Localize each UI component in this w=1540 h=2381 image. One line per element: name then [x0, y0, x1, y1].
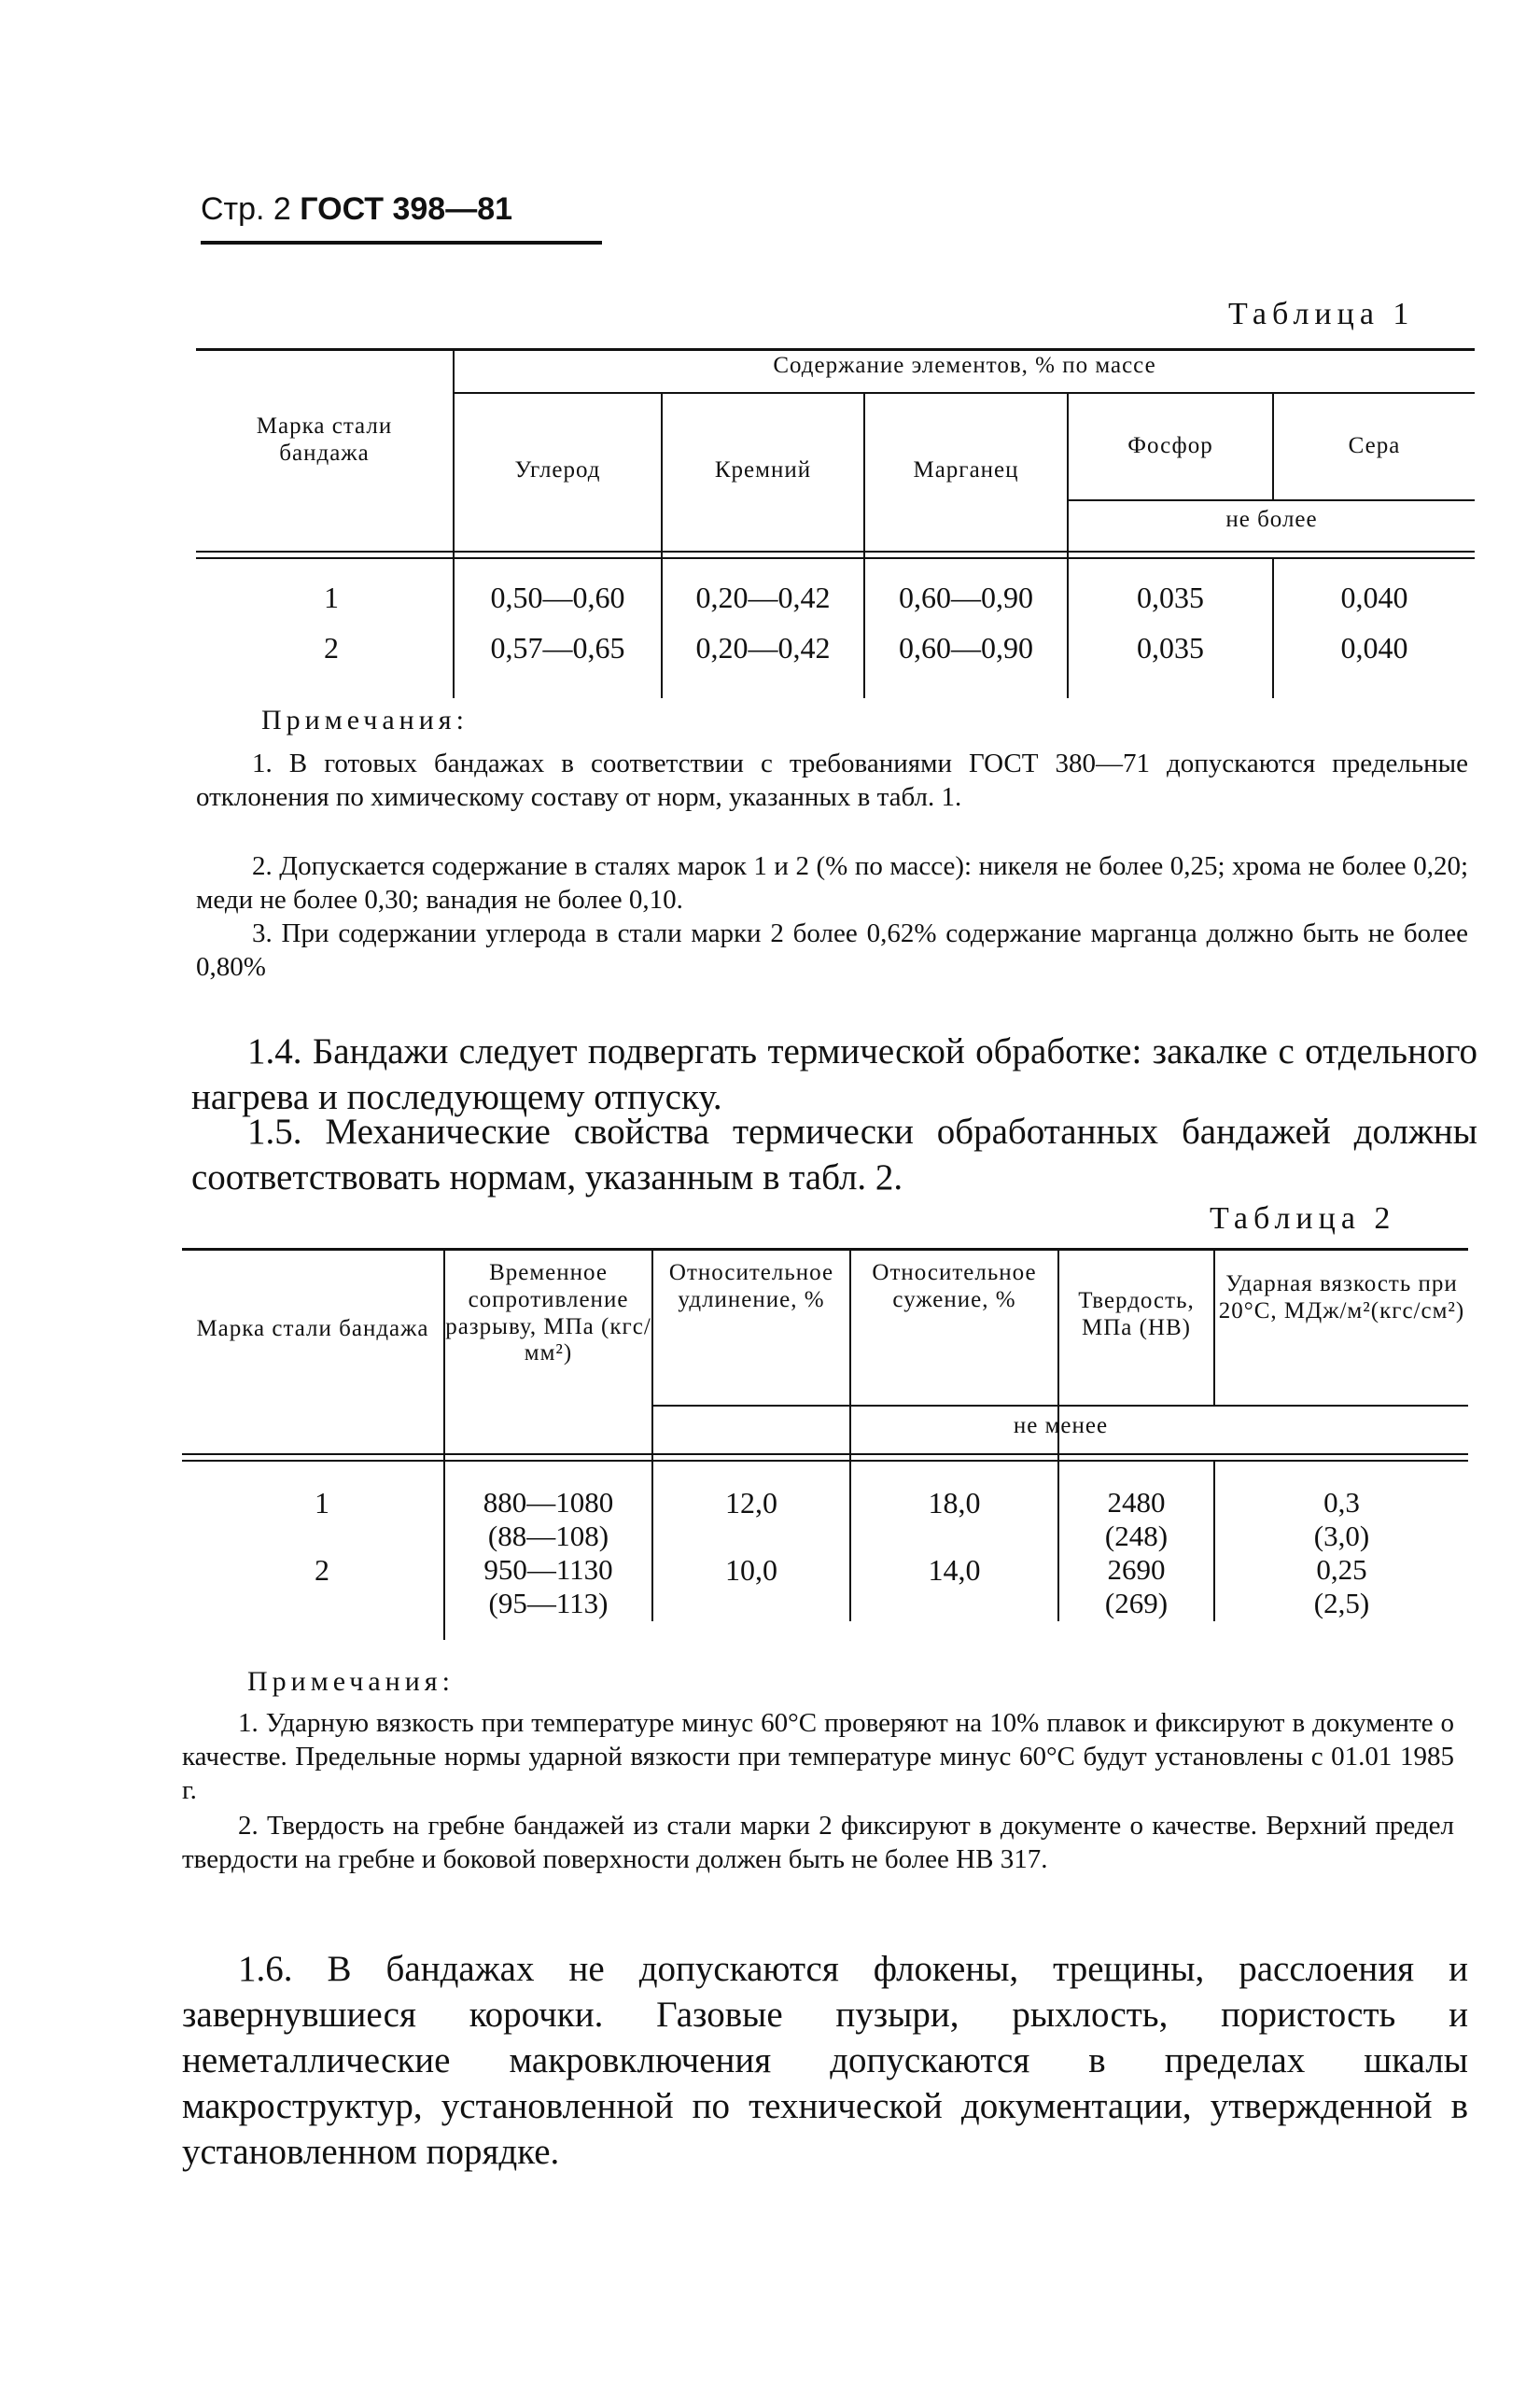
table2-col-elongation: Относительное удлинение, % — [668, 1260, 834, 1312]
table1-top-rule — [196, 348, 1475, 351]
standard-code: ГОСТ 398—81 — [300, 191, 513, 227]
table2-cell: 2480 — [1107, 1486, 1166, 1519]
table1-cell: 0,040 — [1340, 631, 1408, 665]
table2-cell: 14,0 — [928, 1553, 981, 1587]
table1-col-sulfur: Сера — [1348, 433, 1401, 458]
table1-notes-title: Примечания: — [261, 705, 469, 735]
table1-col-carbon: Углерод — [514, 457, 601, 483]
table2-top-rule — [182, 1248, 1468, 1251]
table2-cell-grade: 2 — [315, 1553, 329, 1587]
table1-cell: 0,040 — [1340, 581, 1408, 614]
table1-cell: 0,20—0,42 — [695, 631, 831, 665]
table1-cell: 0,035 — [1137, 631, 1204, 665]
table1-note: 2. Допускается содержание в сталях марок 1 и 2 (% по массе): никеля не более 0,25; хрома не более 0,20; меди не более 0,30; ванадия не более 0,10. — [196, 851, 1468, 915]
table2-cell: (2,5) — [1313, 1587, 1370, 1619]
table2-cell-grade: 1 — [315, 1486, 329, 1520]
table2-caption: Таблица 2 — [1210, 1201, 1396, 1236]
table1-cell-grade: 1 — [324, 581, 339, 614]
table1-vrule — [1272, 557, 1274, 698]
table2-header-rule-1 — [182, 1453, 1468, 1455]
table2-col-hardness: Твердость, МПа (НВ) — [1078, 1288, 1195, 1340]
table2-col-impact: Ударная вязкость при 20°С, МДж/м²(кгс/см²) — [1218, 1271, 1465, 1324]
table2-sub-rule — [653, 1405, 1468, 1407]
header-rule — [201, 241, 602, 245]
table2-cell: 10,0 — [725, 1553, 777, 1587]
table2-cell: (95—113) — [488, 1587, 609, 1619]
table1-col-silicon: Кремний — [714, 457, 812, 483]
table1-header-rule-1 — [196, 551, 1475, 553]
table2-cell: 880—1080 — [483, 1486, 614, 1519]
table2-header-rule-2 — [182, 1460, 1468, 1462]
table2-cell: 12,0 — [725, 1486, 777, 1520]
paragraph-1-5: 1.5. Механические свойства термически обработанных бандажей должны соответствовать нормам, указанным в табл. 2. — [191, 1112, 1477, 1198]
table2-sub-header: не менее — [1013, 1413, 1109, 1438]
table1-sub-header: не более — [1225, 507, 1318, 532]
table1-cell: 0,60—0,90 — [899, 581, 1033, 614]
page-header — [201, 191, 512, 228]
table1-group-header: Содержание элементов, % по массе — [773, 353, 1156, 378]
paragraph-1-4: 1.4. Бандажи следует подвергать термической обработке: закалке с отдельного нагрева и последующему отпуску. — [191, 1031, 1477, 1117]
table1-sub-rule — [1069, 499, 1475, 501]
table1-cell: 0,20—0,42 — [695, 581, 831, 614]
table2-cell: (88—108) — [487, 1520, 609, 1552]
paragraph-1-6: 1.6. В бандажах не допускаются флокены, трещины, расслоения и завернувшиеся корочки. Газовые пузыри, рыхлость, пористость и неметаллические макровключения допускаются в пределах шкалы макроструктур, установленной по технической документации, утвержденной в установленном порядке. — [182, 1949, 1468, 2172]
table1-col-manganese: Марганец — [913, 457, 1019, 483]
table2-cell: 2690 — [1107, 1553, 1166, 1586]
page-number: Стр. 2 — [201, 191, 291, 227]
table1-col-grade: Марка стали бандажа — [256, 413, 393, 466]
table1-caption: Таблица 1 — [1228, 297, 1415, 331]
table1-note: 3. При содержании углерода в стали марки 2 более 0,62% содержание марганца должно быть не более 0,80% — [196, 918, 1468, 982]
table1-header-rule-2 — [196, 557, 1475, 559]
table2-notes-title: Примечания: — [247, 1666, 455, 1697]
table1-cell: 0,57—0,65 — [490, 631, 625, 665]
table1-cell-grade: 2 — [324, 631, 339, 665]
table2-note: 1. Ударную вязкость при температуре минус 60°С проверяют на 10% плавок и фиксируют в документе о качестве. Предельные нормы ударной вязкости при температуре минус 60°С будут установлены с 01.01 1985 г. — [182, 1708, 1454, 1805]
table2-cell: 18,0 — [928, 1486, 981, 1520]
table1-note: 1. В готовых бандажах в соответствии с требованиями ГОСТ 380—71 допускаются предельные отклонения по химическому составу от норм, указанных в табл. 1. — [196, 749, 1468, 812]
table2-cell: (269) — [1104, 1587, 1169, 1619]
table1-cell: 0,035 — [1137, 581, 1204, 614]
table2-cell: 950—1130 — [483, 1553, 613, 1586]
table2-cell: (3,0) — [1313, 1520, 1370, 1552]
table1-cell: 0,50—0,60 — [490, 581, 625, 614]
table1-cell: 0,60—0,90 — [899, 631, 1033, 665]
table2-col-contraction: Относительное сужение, % — [872, 1260, 1037, 1312]
table2-col-strength: Временное сопротивление разрыву, МПа (кгс/мм²) — [445, 1260, 651, 1366]
table2-cell: 0,25 — [1316, 1553, 1367, 1586]
table1-group-rule — [455, 392, 1475, 394]
table2-cell: (248) — [1104, 1520, 1169, 1552]
table1-col-phosphorus: Фосфор — [1127, 433, 1213, 458]
table2-note: 2. Твердость на гребне бандажей из стали марки 2 фиксируют в документе о качестве. Верхний предел твердости на гребне и боковой поверхности должен быть не более НВ 317. — [182, 1811, 1454, 1874]
table2-col-grade: Марка стали бандажа — [196, 1316, 429, 1341]
table2-cell: 0,3 — [1323, 1486, 1360, 1519]
